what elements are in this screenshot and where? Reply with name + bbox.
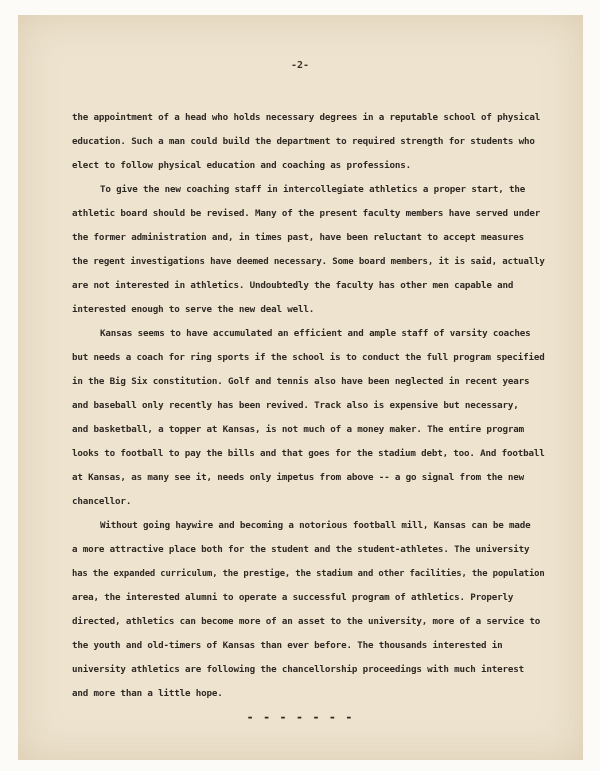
text-line: looks to football to pay the bills and that goes for the stadium debt, too. And football: [72, 448, 545, 459]
text-line: interested enough to serve the new deal well.: [72, 304, 315, 315]
text-line: and baseball only recently has been revived. Track also is expensive but necessary,: [72, 400, 519, 411]
paragraph-start-line: Without going haywire and becoming a notorious football mill, Kansas can be made: [100, 520, 531, 531]
end-of-text-mark: - - - - - - -: [246, 710, 354, 724]
text-line: the youth and old-timers of Kansas than ever before. The thousands interested in: [72, 640, 503, 651]
text-line: has the expanded curriculum, the prestige, the stadium and other facilities, the population: [72, 568, 545, 579]
text-line: university athletics are following the chancellorship proceedings with much interest: [72, 664, 525, 675]
text-line: and more than a little hope.: [72, 688, 223, 699]
text-line: directed, athletics can become more of an asset to the university, more of a service to: [72, 616, 541, 627]
text-line: are not interested in athletics. Undoubtedly the faculty has other men capable and: [72, 280, 514, 291]
text-line: education. Such a man could build the department to required strength for students who: [72, 136, 535, 147]
text-line: elect to follow physical education and coaching as professions.: [72, 160, 412, 171]
page-number: -2-: [290, 60, 310, 71]
text-line: at Kansas, as many see it, needs only impetus from above -- a go signal from the new: [72, 472, 525, 483]
text-line: the regent investigations have deemed necessary. Some board members, it is said, actually: [72, 256, 545, 267]
text-line: the former administration and, in times past, have been reluctant to accept measures: [72, 232, 525, 243]
text-line: athletic board should be revised. Many of the present faculty members have served under: [72, 208, 541, 219]
text-line: a more attractive place both for the student and the student-athletes. The university: [72, 544, 530, 555]
text-line: the appointment of a head who holds necessary degrees in a reputable school of physical: [72, 112, 541, 123]
text-line: but needs a coach for ring sports if the school is to conduct the full program specified: [72, 352, 545, 363]
text-line: area, the interested alumni to operate a successful program of athletics. Properly: [72, 592, 514, 603]
text-line: chancellor.: [72, 496, 132, 507]
text-line: in the Big Six constitution. Golf and tennis also have been neglected in recent years: [72, 376, 530, 387]
text-line: and basketball, a topper at Kansas, is not much of a money maker. The entire program: [72, 424, 525, 435]
paragraph-start-line: Kansas seems to have accumulated an efficient and ample staff of varsity coaches: [100, 328, 531, 339]
paragraph-start-line: To give the new coaching staff in intercollegiate athletics a proper start, the: [100, 184, 526, 195]
